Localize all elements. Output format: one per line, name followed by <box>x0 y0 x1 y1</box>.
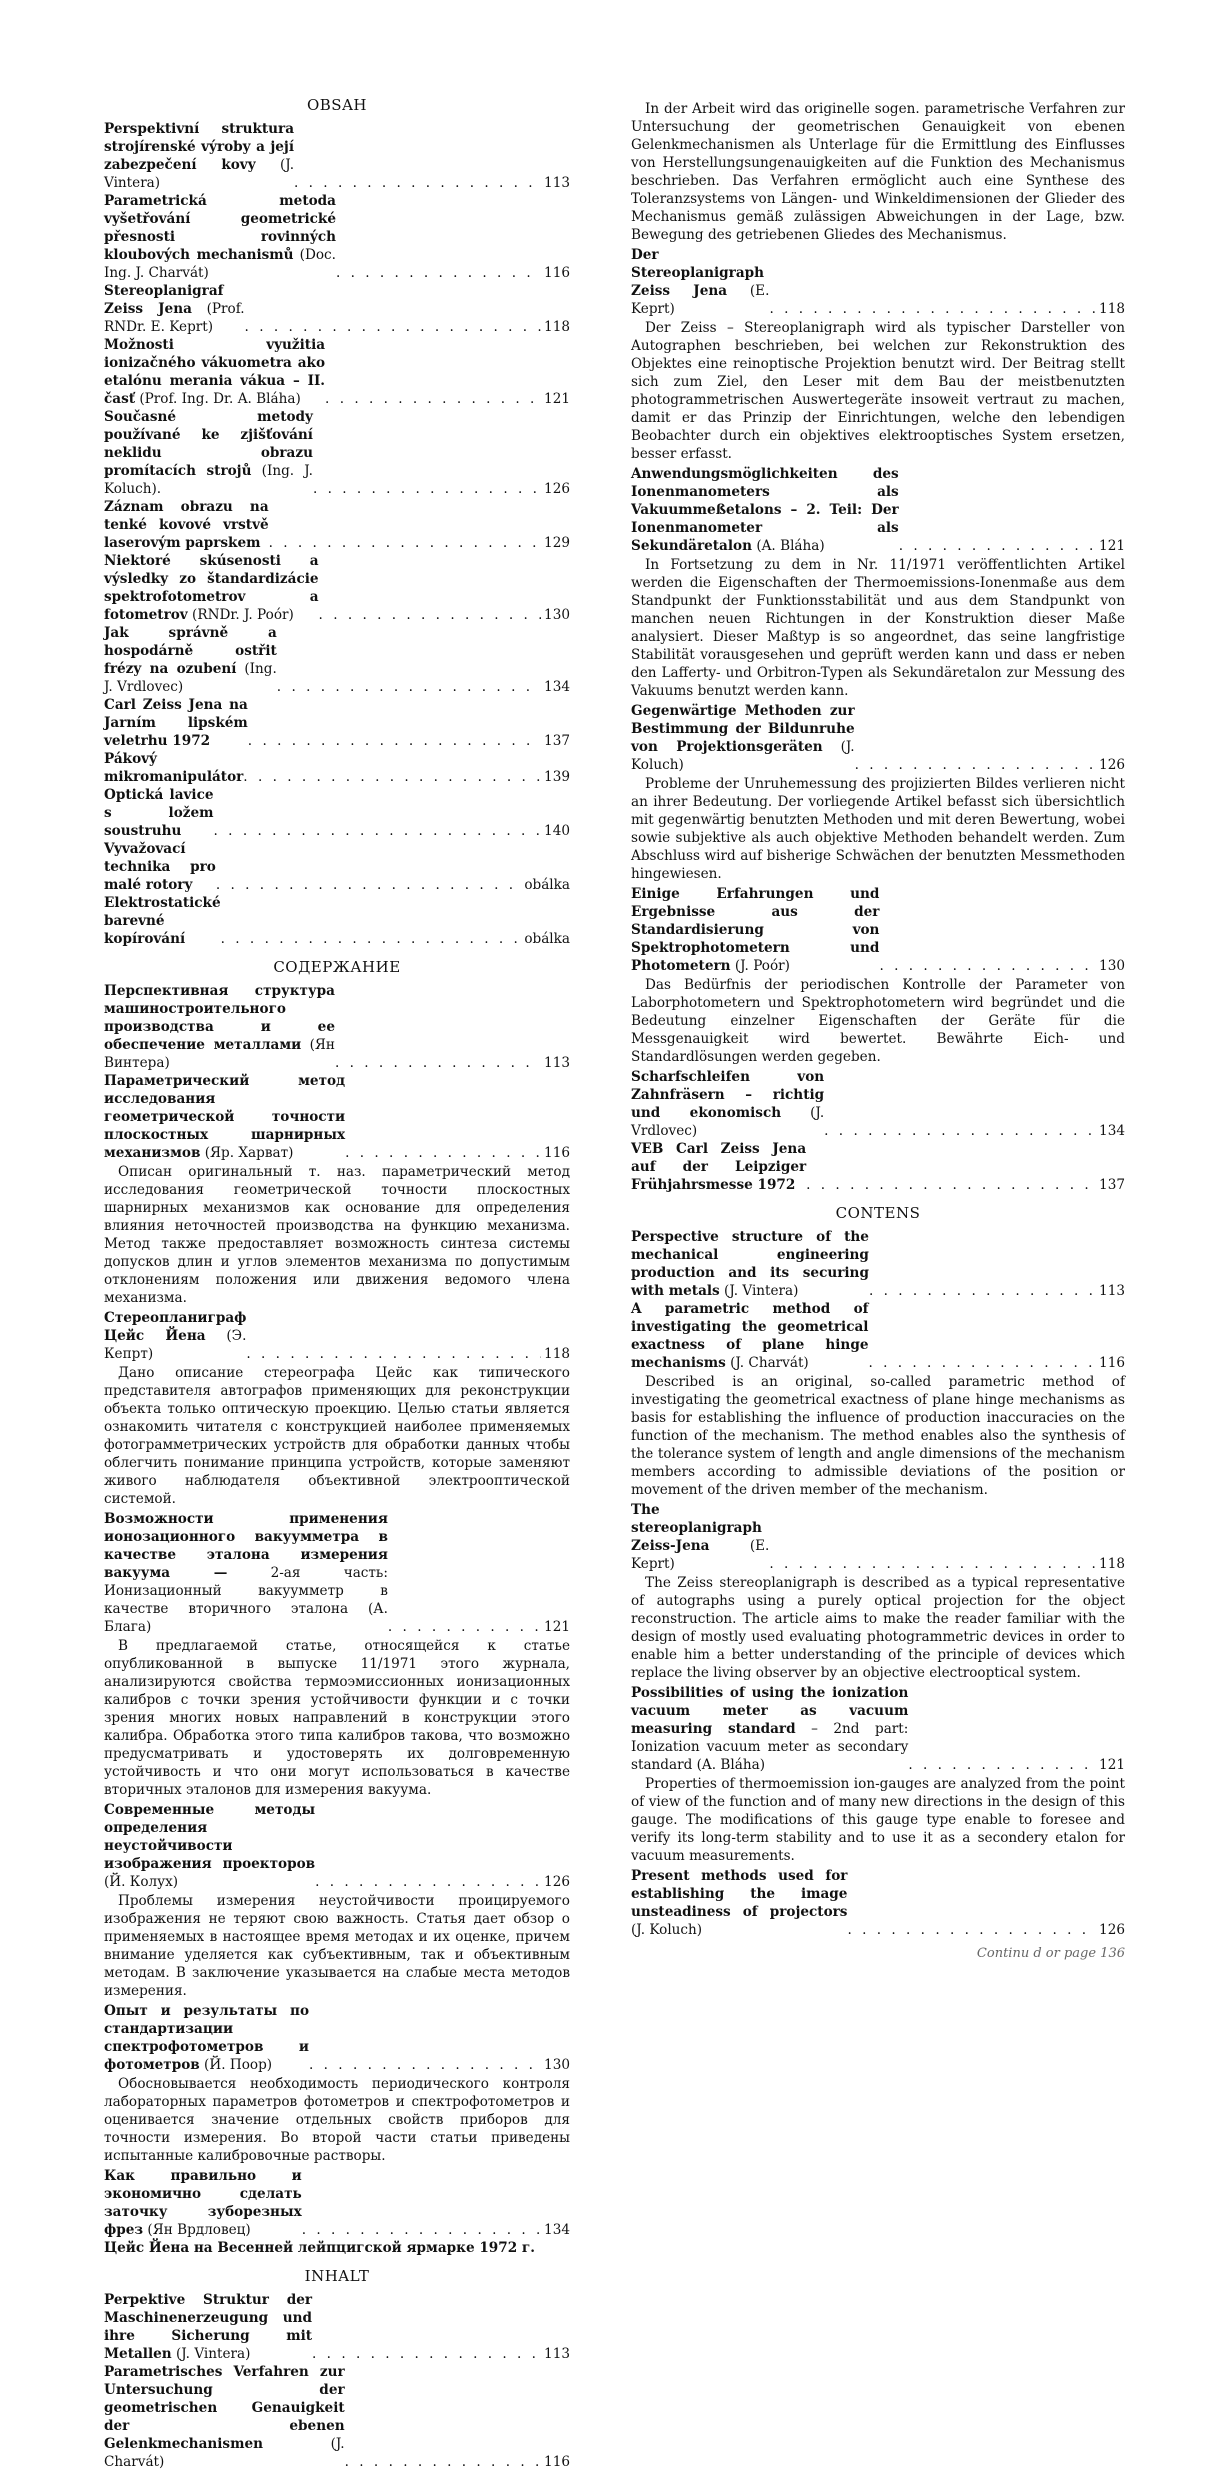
toc-entry <box>631 246 1125 318</box>
leader-dots <box>309 2056 541 2074</box>
leader-dots <box>899 537 1096 555</box>
entry-title: The stereoplanigraph Zeiss-Jena <box>631 1502 762 1554</box>
leader-dots <box>269 534 541 552</box>
toc-entry <box>631 1501 1125 1573</box>
entry-title: VEB Carl Zeiss Jena auf der Leipziger Frühjahrsmesse 1972 <box>631 1141 807 1193</box>
entry-title: Перспективная структура машиностроительного производства и ее обеспечение металлами <box>104 983 335 1053</box>
entry-author: (Ян Врдловец) <box>147 2222 251 2238</box>
entry-title: Možnosti využitia ionizačného vákuometra ako etalónu merania vákua – II. časť <box>104 337 326 407</box>
entry-page: 118 <box>1099 1556 1125 1572</box>
section-heading: OBSAH <box>306 96 367 114</box>
entry-page: 130 <box>544 2057 570 2073</box>
toc-entry <box>104 2239 570 2257</box>
leader-dots <box>806 1176 1096 1194</box>
leader-dots <box>294 174 541 192</box>
toc-entry <box>104 982 570 1072</box>
entry-author: (J. Vintera) <box>175 2346 251 2362</box>
toc-entry <box>104 120 570 192</box>
entry-title: Carl Zeiss Jena na Jarním lipském veletrhu 1972 <box>104 697 248 749</box>
entry-abstract: Обосновывается необходимость периодического контроля лабораторных параметров фотометров и спектрофотометров и оценивается значение отдельных свойств приборов для точности измерения. Во второй части статьи приведены испытанные калибровочные растворы. <box>104 2076 570 2164</box>
leader-dots <box>246 1345 541 1363</box>
toc-entry <box>631 1684 1125 1774</box>
leader-dots <box>319 606 542 624</box>
entry-title: Stereoplanigraf Zeiss Jena <box>104 283 224 317</box>
entry-title: Niektoré skúsenosti a výsledky zo štandardizácie spektrofotometrov a fotometrov <box>104 553 319 623</box>
toc-entry <box>104 750 570 786</box>
leader-dots <box>248 732 541 750</box>
entry-author: (Ing. J. Vrdlovec) <box>104 661 277 695</box>
entry-author: (J. Vrdlovec) <box>631 1105 825 1139</box>
entry-page: 121 <box>1099 1757 1125 1773</box>
entry-page: 113 <box>544 2346 570 2362</box>
leader-dots <box>245 318 542 336</box>
leader-dots <box>214 822 542 840</box>
entry-page: 134 <box>544 2222 570 2238</box>
entry-title: Parametrisches Verfahren zur Untersuchung der geometrischen Genauigkeit der ebenen Gelenkmechanismen <box>104 2364 345 2452</box>
leader-dots <box>313 480 541 498</box>
entry-author: (Яр. Харват) <box>204 1145 294 1161</box>
toc-entry <box>631 1867 1125 1939</box>
toc-entry <box>104 282 570 336</box>
leader-dots <box>855 756 1096 774</box>
entry-page: 126 <box>1099 757 1125 773</box>
entry-page: 137 <box>544 733 570 749</box>
entry-page: 121 <box>1099 538 1125 554</box>
entry-title: Параметрический метод исследования геометрической точности плоскостных шарнирных механизмов <box>104 1073 346 1161</box>
entry-abstract: Der Zeiss – Stereoplanigraph wird als typischer Darsteller von Autographen beschrieben, bei welchen zur Rekonstruktion des Objektes eine reinoptische Projektion benutzt wird. Der Beitrag stellt sich zum Ziel, den Leser mit dem Bau der meistbenutzten photogrammetrischen Auswertegeräte insoweit vertraut zu machen, damit er das Prinzip der Einrichtungen, welche den lebendigen Beobachter durch ein objektives elektrooptisches System ersetzen, besser erfasst. <box>631 320 1125 462</box>
toc-entry <box>631 465 1125 555</box>
entry-title: Possibilities of using the ionization vacuum meter as vacuum measuring standard <box>631 1685 909 1737</box>
entry-abstract: Properties of thermoemission ion-gauges are analyzed from the point of view of the function and of many new directions in the design of this gauge. The modifications of this gauge type enable to foresee and verify its long-term stability and to use it as a secondery etalon for vacuum measurements. <box>631 1776 1125 1864</box>
entry-page: 130 <box>1099 958 1125 974</box>
toc-entry <box>631 1300 1125 1372</box>
entry-page: 126 <box>544 481 570 497</box>
entry-author: (J. Koluch) <box>631 739 855 773</box>
toc-entry <box>631 702 1125 774</box>
toc-entry <box>104 192 570 282</box>
entry-author: (Й. Поор) <box>204 2057 273 2073</box>
entry-title: Parametrická metoda vyšetřování geometrické přesnosti rovinných kloubových mechanismů <box>104 193 336 263</box>
toc-entry <box>104 786 570 840</box>
toc-entry <box>104 696 570 750</box>
entry-abstract: В предлагаемой статье, относящейся к статье опубликованной в выпуске 11/1971 этого журнала, анализируются свойства термоэмиссионных ионизационных калибров с точки зрения устойчивости функции и с точки зрения многих новых направлений в конструкции этого калибра. Обработка этого типа калибров такова, что возможно предусматривать и удостоверять их долговременную устойчивость и что они могут использоваться в качестве вторичных эталонов для измерения вакуума. <box>104 1638 570 1798</box>
entry-page: 126 <box>1099 1922 1125 1938</box>
entry-author: (Э. Кепрт) <box>104 1328 247 1362</box>
entry-title: Perspective structure of the mechanical engineering production and its securing with metals <box>631 1229 869 1299</box>
entry-abstract: Described is an original, so-called parametric method of investigating the geometrical exactness of plane hinge mechanisms as basis for establishing the influence of production inaccuracies on the function of the mechanism. The method enables also the synthesis of the tolerance system of length and angle dimensions of the mechanism members according to admissible deviations of the position or movement of the driven member of the mechanism. <box>631 1374 1125 1498</box>
entry-title: Pákový mikromanipulátor <box>104 751 244 785</box>
entry-abstract: In Fortsetzung zu dem in Nr. 11/1971 veröffentlichten Artikel werden die Eigenschaften der Thermoemissions-Ionenmaße aus dem Standpunkt der Funktionsstabilität und aus dem Standpunkt von manchen neuen Richtungen in der Konstruktion dieser Maße analysiert. Dieser Maßtyp is so angeordnet, das seine langfristige Stabilität vorausgesehen und geprüft werden kann und dass er neben den Lafferty- und Orbitron-Typen als Sekundäretalon zur Messung des Vakuums benutzt werden kann. <box>631 557 1125 699</box>
leader-dots <box>336 264 541 282</box>
toc-entry <box>104 2002 570 2074</box>
entry-author: (J. Koluch) <box>631 1922 703 1938</box>
entry-abstract: Проблемы измерения неустойчивости проицируемого изображения не теряют свою важность. Статья дает обзор о применяемых в настоящее время методах и их оценке, причем внимание уделяется как субъективным, так и объективным методам. В заключение указывается на слабые места методов измерения. <box>104 1893 570 1999</box>
section-inhalt <box>104 2267 570 2471</box>
toc-entry <box>104 408 570 498</box>
entry-title: Scharfschleifen von Zahnfräsern – richtig und ekonomisch <box>631 1069 825 1121</box>
leader-dots <box>868 1354 1096 1372</box>
toc-entry <box>631 1228 1125 1300</box>
toc-entry <box>104 2167 570 2239</box>
section-heading: INHALT <box>304 2267 370 2285</box>
toc-entry <box>104 1510 570 1636</box>
entry-page: 137 <box>1099 1177 1125 1193</box>
continued-note: Continu d or page 136 <box>976 1946 1125 1961</box>
entry-title: Der Stereoplanigraph Zeiss Jena <box>631 247 765 299</box>
entry-author: (J. Poór) <box>734 958 790 974</box>
leader-dots <box>325 390 541 408</box>
toc-entry <box>104 1309 570 1363</box>
entry-author: (J. Vintera) <box>104 157 295 191</box>
entry-title: Elektrostatické barevné kopírování <box>104 895 221 947</box>
leader-dots <box>312 2345 541 2363</box>
entry-author: (E. Keprt) <box>631 1538 770 1572</box>
entry-abstract: Дано описание стереографа Цейс как типического представителя автографов применяющих для реконструкции объекта только оптическую проекцию. Целью статьи является ознакомить читателя с конструкцией наиболее применяемых фотограмметрических устройств для обработки данных чтобы облегчить понимание принципа устройств, которые заменяют живого наблюдателя объективной электрооптической системой. <box>104 1365 570 1507</box>
leader-dots <box>769 300 1096 318</box>
entry-page: obálka <box>524 877 570 893</box>
entry-author: (RNDr. J. Poór) <box>192 607 294 623</box>
entry-author: (Й. Колух) <box>104 1874 179 1890</box>
section-heading: CONTENS <box>835 1204 921 1222</box>
section-obsah <box>104 96 570 948</box>
entry-title: Jak správně a hospodárně ostřit frézy na ozubení <box>104 625 277 677</box>
leader-dots <box>315 1873 541 1891</box>
toc-entry <box>104 552 570 624</box>
entry-page: 116 <box>544 1145 570 1161</box>
entry-title: Возможности применения ионозационного вакуумметра в качестве эталона измерения вакуума — <box>104 1511 388 1581</box>
entry-abstract: In der Arbeit wird das originelle sogen. parametrische Verfahren zur Untersuchung der geometrischen Genauigkeit von ebenen Gelenkmechanismen als Unterlage für die Ermittlung des Einflusses von Herstellungsungenauigkeiten auf die Funktion des Mechanismus beschrieben. Das Verfahren ermöglicht auch eine Synthese des Toleranzsystems von Längen- und Winkeldimensionen der Glieder des Mechanismus gemäß zulässigen Abweichungen in der Lage, bzw. Bewegung des getriebenen Gliedes des Mechanismus. <box>631 101 1125 243</box>
entry-author: (Doc. Ing. J. Charvát) <box>104 247 336 281</box>
entry-title: Perpektive Struktur der Maschinenerzeugung und ihre Sicherung mit Metallen <box>104 2292 313 2362</box>
entry-author: (Ing. J. Koluch). <box>104 463 313 497</box>
entry-page: 139 <box>544 769 570 785</box>
entry-title: Optická lavice s ložem soustruhu <box>104 787 214 839</box>
entry-title: Perspektivní struktura strojírenské výroby a její zabezpečení kovy <box>104 121 295 173</box>
entry-page: 113 <box>544 1055 570 1071</box>
toc-entry <box>104 1801 570 1891</box>
entry-page: 121 <box>544 1619 570 1635</box>
entry-title: Цейс Йена на Весенней лейпцигской ярмарке 1972 г. <box>104 2240 535 2256</box>
toc-entry <box>104 840 570 894</box>
entry-title: Present methods used for establishing the image unsteadiness of projectors <box>631 1868 848 1920</box>
toc-entry <box>104 336 570 408</box>
leader-dots <box>769 1555 1096 1573</box>
entry-title: Einige Erfahrungen und Ergebnisse aus der Standardisierung von Spektrophotometern und Photometern <box>631 886 880 974</box>
entry-page: 121 <box>544 391 570 407</box>
entry-title: Záznam obrazu na tenké kovové vrstvě laserovým paprskem <box>104 499 269 551</box>
entry-abstract: The Zeiss stereoplanigraph is described as a typical representative of autographs using a purely optical projection for the object reconstruction. The article aims to make the reader familiar with the design of mostly used evaluating photogrammetric devices in order to enable him a better understanding of the principle of devices which replace the living observer by an objective electrooptical system. <box>631 1575 1125 1681</box>
leader-dots <box>824 1122 1096 1140</box>
toc-entry <box>631 885 1125 975</box>
entry-author: (E. Keprt) <box>631 283 770 317</box>
section-inhalt-continued <box>631 100 1125 1194</box>
entry-page: 140 <box>544 823 570 839</box>
toc-entry <box>631 1140 1125 1194</box>
toc-entry <box>104 1072 570 1162</box>
left-column <box>104 96 570 2471</box>
entry-page: 113 <box>544 175 570 191</box>
toc-entry <box>631 1068 1125 1140</box>
leader-dots <box>335 1054 541 1072</box>
entry-page: 118 <box>544 1346 570 1362</box>
entry-title: Anwendungsmöglichkeiten des Ionenmanometers als Vakuummeßetalons – 2. Teil: Der Ionenmanometer als Sekundäretalon <box>631 466 899 554</box>
entry-page: 118 <box>1099 301 1125 317</box>
section-soderzhanie <box>104 958 570 2257</box>
entry-title: Опыт и результаты по стандартизации спектрофотометров и фотометров <box>104 2003 310 2073</box>
entry-title: Gegenwärtige Methoden zur Bestimmung der Bildunruhe von Projektionsgeräten <box>631 703 855 755</box>
toc-entry <box>104 894 570 948</box>
entry-title: Как правильно и экономично сделать заточку зуборезных фрез <box>104 2168 302 2238</box>
entry-author: (Prof. Ing. Dr. A. Bláha) <box>139 391 301 407</box>
entry-author: – 2nd part: Ionization vacuum meter as secondary standard (A. Bláha) <box>631 1721 909 1773</box>
entry-author: (J. Charvát) <box>730 1355 809 1371</box>
leader-dots <box>221 930 522 948</box>
right-column <box>631 100 1125 1963</box>
entry-page: 129 <box>544 535 570 551</box>
entry-author: (J. Vintera) <box>724 1283 799 1299</box>
entry-page: 126 <box>544 1874 570 1890</box>
entry-author: (Ян Винтера) <box>104 1037 335 1071</box>
entry-author: (A. Bláha) <box>756 538 825 554</box>
entry-author: (Prof. RNDr. E. Keprt) <box>104 301 245 335</box>
leader-dots <box>908 1756 1096 1774</box>
toc-entry <box>104 2363 570 2471</box>
entry-title: Современные методы определения неустойчивости изображения проекторов <box>104 1802 316 1872</box>
entry-title: A parametric method of investigating the geometrical exactness of plane hinge mechanisms <box>631 1301 869 1371</box>
leader-dots <box>216 876 521 894</box>
leader-dots <box>277 678 541 696</box>
leader-dots <box>345 1144 541 1162</box>
toc-entry <box>104 2291 570 2363</box>
entry-author: 2-ая часть: Ионизационный вакуумметр в качестве вторичного эталона (А. Блага) <box>104 1565 388 1635</box>
entry-page: 116 <box>1099 1355 1125 1371</box>
entry-page: 130 <box>544 607 570 623</box>
leader-dots <box>869 1282 1096 1300</box>
entry-title: Vyvažovací technika pro malé rotory <box>104 841 216 893</box>
entry-title: Současné metody používané ke zjišťování neklidu obrazu promítacích strojů <box>104 409 313 479</box>
entry-abstract: Описан оригинальный т. наз. параметрический метод исследования геометрической точности плоскостных шарнирных механизмов как основание для определения влияния неточностей производства на функцию механизма. Метод также предоставляет возможность синтеза системы допусков длин и углов элементов механизма по допустимым отклонениям положения или движения ведомого члена механизма. <box>104 1164 570 1306</box>
leader-dots <box>302 2221 541 2239</box>
entry-abstract: Probleme der Unruhemessung des projizierten Bildes verlieren nicht an ihrer Bedeutung. Der vorliegende Artikel befasst sich übersichtlich mit gegenwärtig benutzten Methoden und mit deren Bewertung, wobei sowie subjektive als auch objektive Methoden behandelt werden. Zum Abschluss wird auf bisherige Schwächen der benutzten Messmethoden hingewiesen. <box>631 776 1125 882</box>
entry-title: Стереопланиграф Цейс Йена <box>104 1310 247 1344</box>
leader-dots <box>879 957 1096 975</box>
section-heading: СОДЕРЖАНИЕ <box>273 958 401 976</box>
entry-page: 134 <box>544 679 570 695</box>
entry-page: 116 <box>544 2454 570 2470</box>
toc-entry <box>104 624 570 696</box>
entry-abstract: Das Bedürfnis der periodischen Kontrolle der Parameter von Laborphotometern und Spektrophotometern wird begründet und die Bedeutung einzelner Eigenschaften der Geräte für die Messgenauigkeit wird bewertet. Bewährte Eich- und Standardlösungen werden gegeben. <box>631 977 1125 1065</box>
entry-page: obálka <box>524 931 570 947</box>
leader-dots <box>345 2453 541 2471</box>
entry-page: 118 <box>544 319 570 335</box>
entry-page: 113 <box>1099 1283 1125 1299</box>
entry-author: (J. Charvát) <box>104 2436 345 2470</box>
entry-page: 134 <box>1099 1123 1125 1139</box>
leader-dots <box>243 768 541 786</box>
leader-dots <box>847 1921 1096 1939</box>
leader-dots <box>388 1618 541 1636</box>
section-contens <box>631 1204 1125 1963</box>
toc-entry <box>104 498 570 552</box>
entry-page: 116 <box>544 265 570 281</box>
